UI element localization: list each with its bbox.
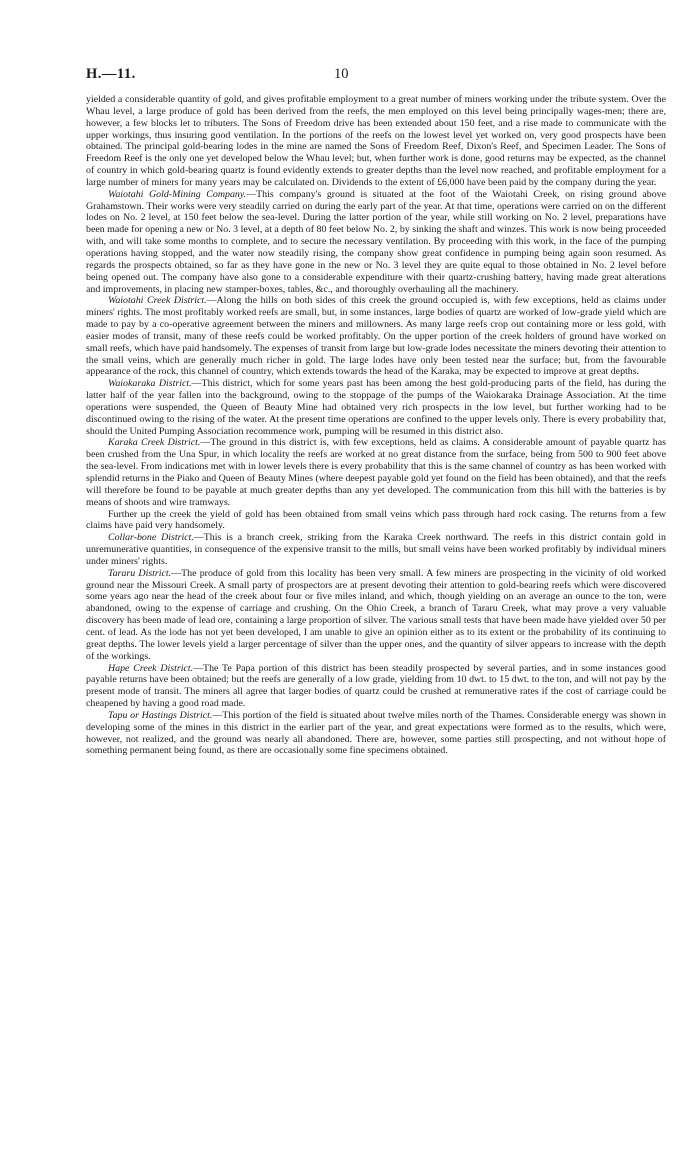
paragraph-text: —This portion of the field is situated about twelve miles north of the Thames. Considerable energy was shown in developing some of the mines in this district in the earlier part of the year, and great expectations were formed as to the results, which were, however, not realized, and the ground was nearly all abandoned. There are, however, some parties still prospecting, and not without hope of something permanent being found, as there are occasionally some fine specimens obtained. <box>86 709 666 757</box>
paragraph-waiokaraka <box>86 378 666 437</box>
document-page <box>86 66 666 757</box>
section-heading: Hape Creek District. <box>108 662 194 674</box>
page-number: 10 <box>334 66 349 82</box>
paragraph-further-up-creek <box>86 509 666 533</box>
section-heading: Collar-bone District. <box>108 532 194 544</box>
page-header <box>86 66 666 94</box>
paragraph-tapu-hastings <box>86 710 666 757</box>
section-heading: Waiotahi Creek District. <box>108 295 207 307</box>
paragraph-waiotahi-company <box>86 189 666 296</box>
paragraph-karaka-creek <box>86 437 666 508</box>
paragraph-text: Further up the creek the yield of gold has been obtained from small veins which pass through hard rock casing. The returns from a few claims have paid very handsomely. <box>86 508 666 532</box>
section-heading: Waiotahi Gold-Mining Company. <box>108 188 247 200</box>
section-heading: Tapu or Hastings District. <box>108 709 213 721</box>
body-text <box>86 94 666 757</box>
paragraph-tararu <box>86 568 666 663</box>
paragraph-continuation <box>86 94 666 189</box>
paragraph-text: —This is a branch creek, striking from the Karaka Creek northward. The reefs in this district contain gold in unremunerative quantities, in consequence of the expensive transit to the mills, but small veins have been worked profitably by individual miners under miners' rights. <box>86 532 667 567</box>
paragraph-hape-creek <box>86 663 666 710</box>
section-heading: Karaka Creek District. <box>108 437 201 449</box>
paragraph-text: —The ground in this district is, with few exceptions, held as claims. A considerable amount of payable quartz has been crushed from the Una Spur, in which locality the reefs are worked at no great distance from the surface, being from 500 to 900 feet above the sea-level. From indications met with in lower levels there is every probability that this is the same channel of country as has been worked with splendid returns in the Piako and Queen of Beauty Mines (where deepest payable gold yet found on the field has been obtained), and that the reefs will therefore be found to be payable at much greater depths than any yet developed. The communication from this hill with the batteries is by means of shoots and wire tramways. <box>86 437 666 508</box>
paragraph-collar-bone <box>86 532 666 568</box>
paragraph-text: —This district, which for some years past has been among the best gold-producing parts of the field, has during the latter half of the year fallen into the background, owing to the stoppage of the pumps of the Waiokaraka Drainage Association. At the time operations were suspended, the Queen of Beauty Mine had obtained very rich prospects in the low level, but further working had to be discontinued owing to the rising of the water. At the present time operations are confined to the upper levels only. There is every probability that, should the United Pumping Association recommence work, pumping will be resumed in this district also. <box>86 378 666 437</box>
document-reference: H.—11. <box>86 66 136 82</box>
section-heading: Waiokaraka District. <box>108 378 192 390</box>
paragraph-text: yielded a considerable quantity of gold, and gives profitable employment to a great number of miners working under the tribute system. Over the Whau level, a large produce of gold has been derived from the reefs, the men employed on this level being principally wages-men; there are, however, a few blocks let to tributers. The Sons of Freedom drive has been extended about 150 feet, and a rise made to communicate with the upper workings, thus insuring good ventilation. In the portions of the reefs on the lowest level yet worked on, very good prospects have been obtained. The principal gold-bearing lodes in the mine are named the Sons of Freedom Reef, Dixon's Reef, and Specimen Leader. The Sons of Freedom Reef is the only one yet developed below the Whau level; but, when further work is done, good returns may be expected, as the channel of country in which gold-bearing quartz is found evidently extends to greater depths than the level now reached, and profitable employment for a large number of miners for many years may be calculated on. Dividends to the extent of £6,000 have been paid by the company during the year. <box>86 94 666 188</box>
paragraph-text: —This company's ground is situated at the foot of the Waiotahi Creek, on rising ground above Grahamstown. Their works were very steadily carried on during the early part of the year. At that time, operations were carried on on the different lodes on No. 2 level, at 150 feet below the sea-level. During the latter portion of the year, while still working on No. 2 level, preparations have been made for opening a new or No. 3 level, at a depth of 80 feet below No. 2, by sinking the shaft and winzes. This work is now being proceeded with, and will take some months to complete, and to secure the necessary ventilation. By proceeding with this work, in the face of the pumping operations having stopped, and the water now steadily rising, the company show great confidence in pumping being again soon resumed. As regards the prospects obtained, so far as they have gone in the new or No. 3 level they are quite equal to those obtained in No. 2 level before being opened out. The company have also gone to a considerable expenditure with their quartz-crushing battery, having made great alterations and improvements, in placing new stamper-boxes, tables, &c., and thoroughly overhauling all the machinery. <box>86 188 667 295</box>
paragraph-waiotahi-creek <box>86 295 666 378</box>
paragraph-text: —The Te Papa portion of this district has been steadily prospected by several parties, and in some instances good payable returns have been obtained; but the reefs are generally of a low grade, yielding from 10 dwt. to 15 dwt. to the ton, and will not pay by the present mode of transit. The miners all agree that larger bodies of quartz could be crushed at remunerative rates if the cost of carriage could be cheapened by having a good road made. <box>86 662 666 710</box>
paragraph-text: —The produce of gold from this locality has been very small. A few miners are prospecting in the vicinity of old worked ground near the Missouri Creek. A small party of prospectors are at present devoting their attention to gold-bearing reefs which were discovered some years ago near the head of the creek about four or five miles inland, and which, though yielding on an average an ounce to the ton, were abandoned, owing to the expense of carriage and crushing. On the Ohio Creek, a branch of Tararu Creek, what may prove a very valuable discovery has been made of lead ore, containing a large proportion of silver. The various small tests that have been made have yielded over 50 per cent. of lead. As the lode has not yet been developed, I am unable to give an opinion either as to its extent or the probability of its continuing to great depths. The lower levels yield a larger percentage of silver than the upper ones, and the quantity of silver appears to increase with the depth of the workings. <box>86 567 666 662</box>
section-heading: Tararu District. <box>108 567 172 579</box>
paragraph-text: —Along the hills on both sides of this creek the ground occupied is, with few exceptions, held as claims under miners' rights. The most profitably worked reefs are small, but, in some instances, large bodies of quartz are worked of low-grade yield which are made to pay by a co-operative agreement between the miners and millowners. As many large reefs crop out containing more or less gold, with easier modes of transit, many of these reefs could be worked profitably. On the upper portion of the creek holders of ground have worked on small reefs, which have paid handsomely. The expenses of transit from large but low-grade lodes necessitate the miners devoting their attention to the small veins, which are generally much richer in gold. The large lodes have only been tested near the surface; but, from the favourable appearance of the rock, this channel of country, which extends towards the head of the Karaka, may be expected to improve at great depths. <box>86 295 666 378</box>
